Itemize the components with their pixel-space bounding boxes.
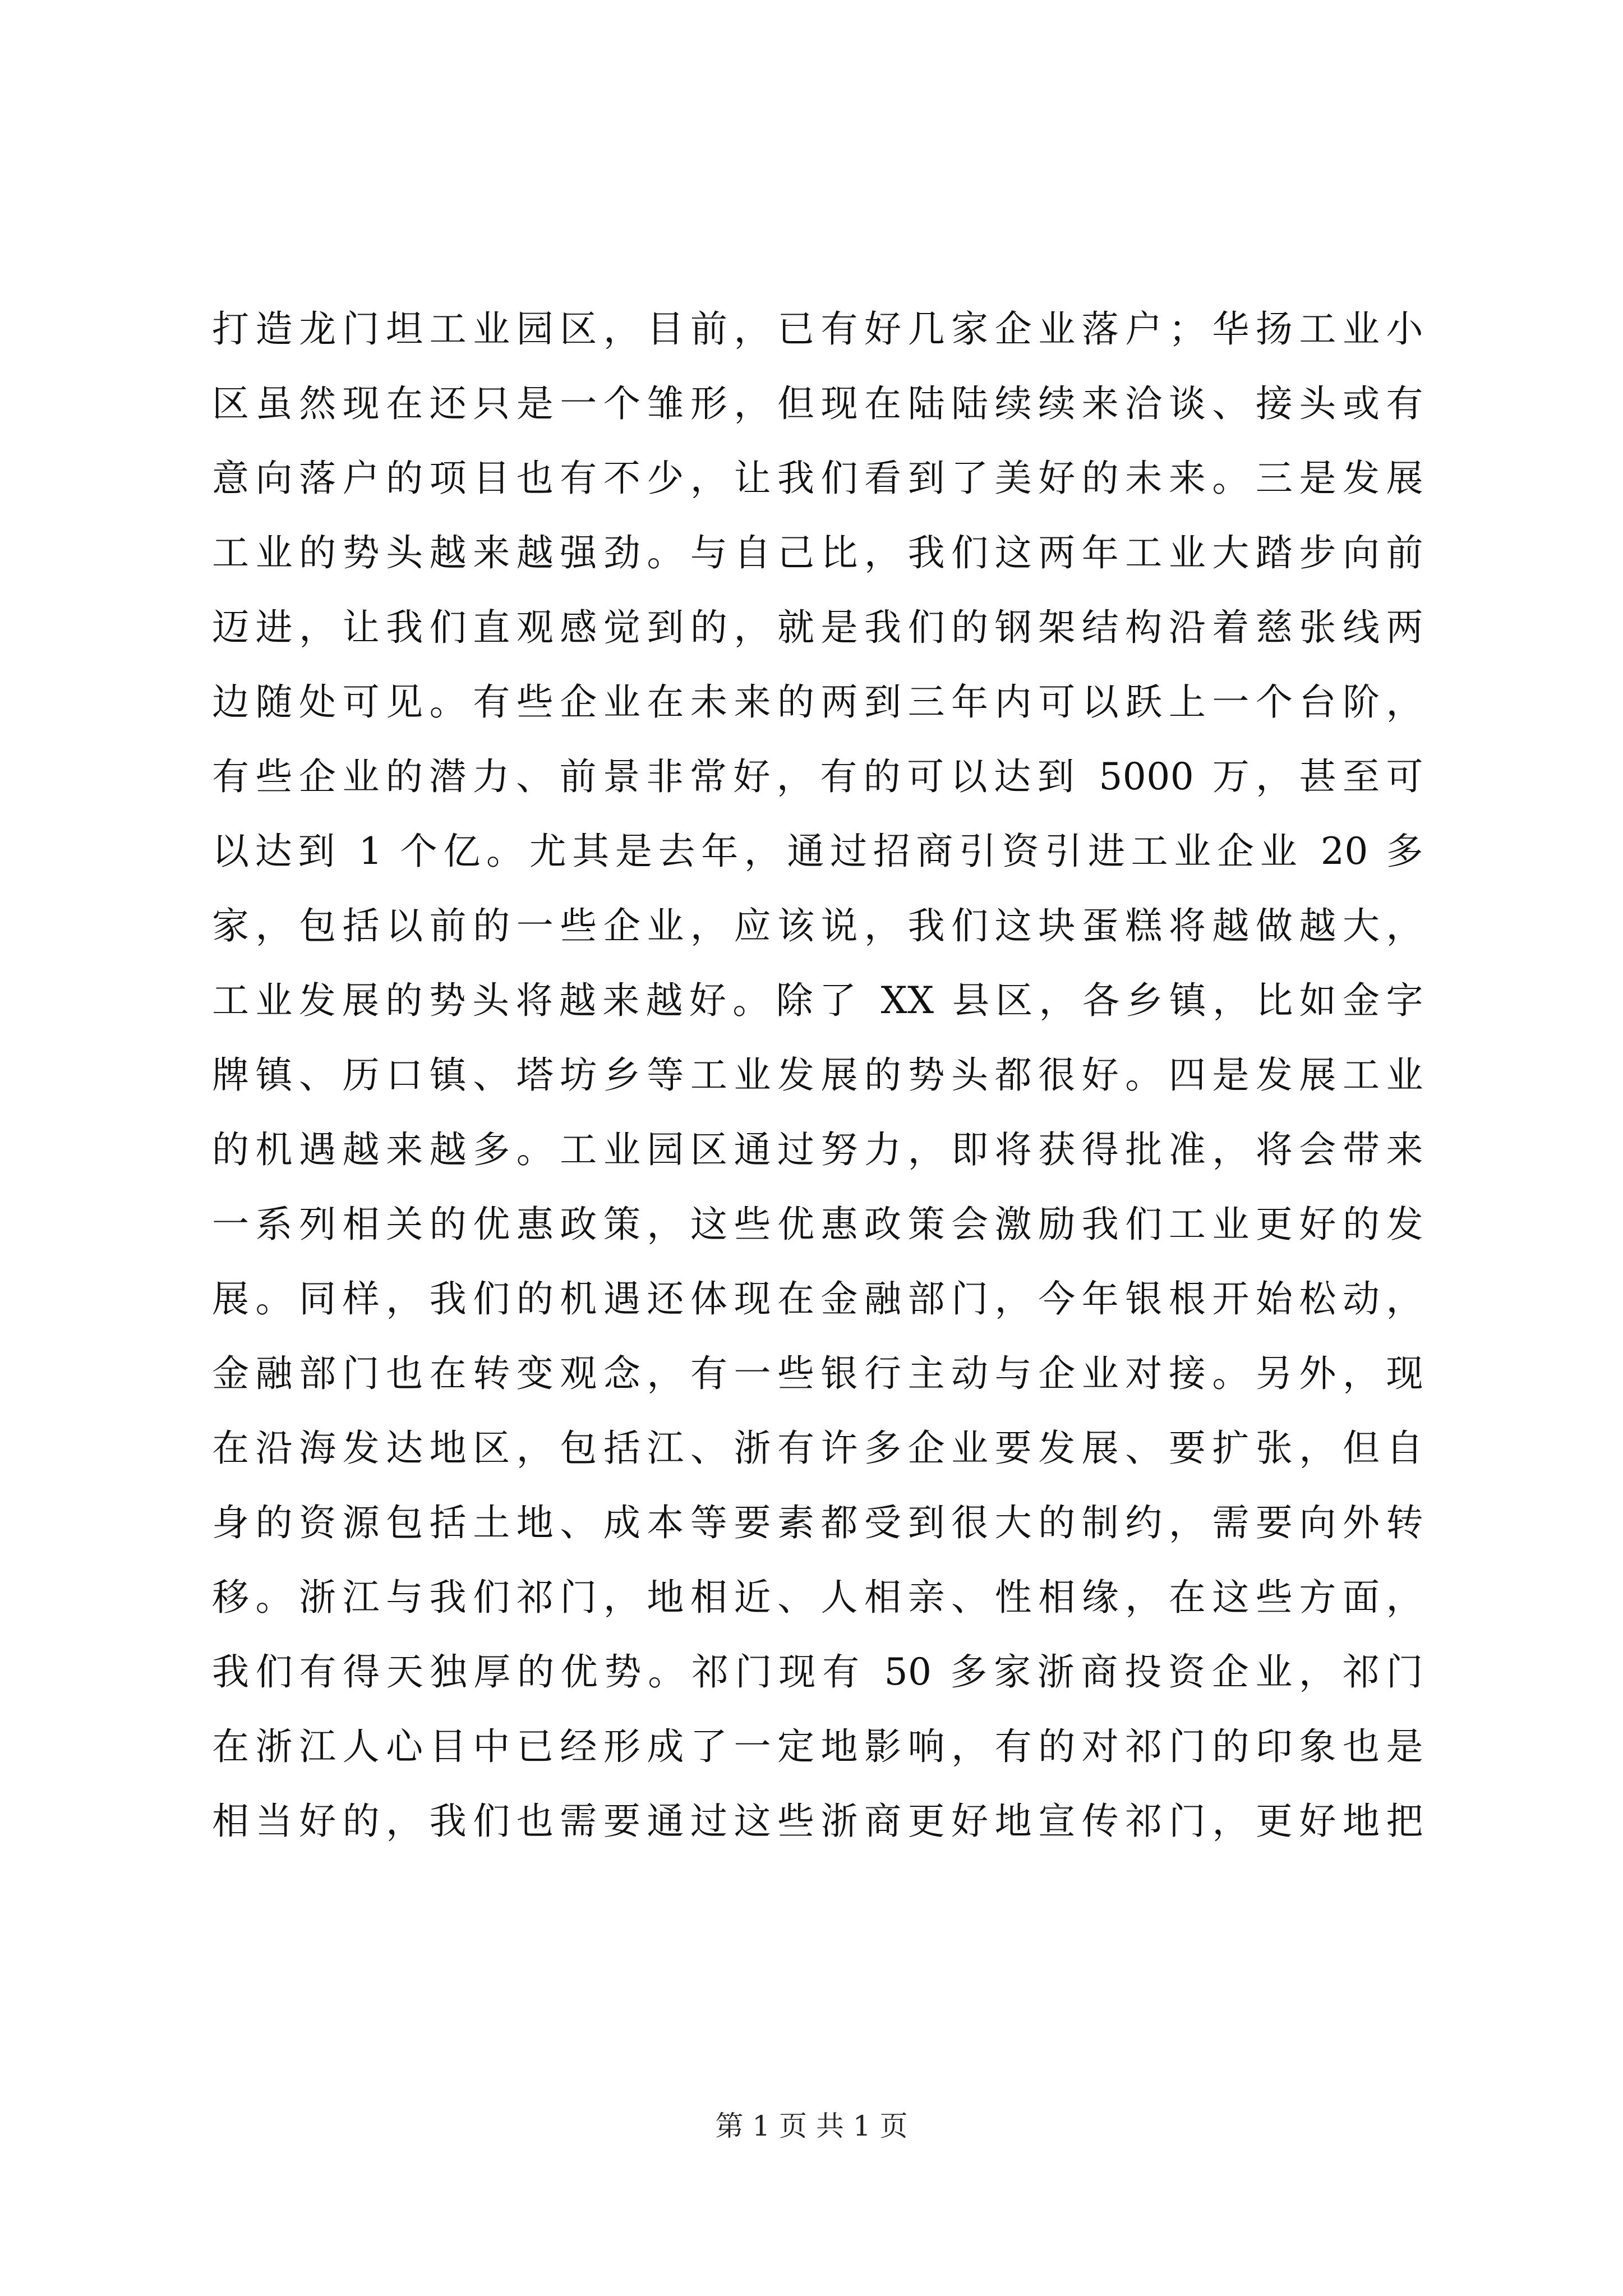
- text-line: 相当好的，我们也需要通过这些浙商更好地宣传祁门，更好地把: [212, 1800, 1423, 1843]
- text-line: 身的资源包括土地、成本等要素都受到很大的制约，需要向外转: [212, 1501, 1423, 1544]
- text-line: 我们有得天独厚的优势。祁门现有 50 多家浙商投资企业，祁门: [212, 1650, 1423, 1694]
- text-line: 移。浙江与我们祁门，地相近、人相亲、性相缘，在这些方面，: [212, 1576, 1423, 1619]
- text-line: 在沿海发达地区，包括江、浙有许多企业要发展、要扩张，但自: [212, 1427, 1423, 1470]
- text-line: 家，包括以前的一些企业，应该说，我们这块蛋糕将越做越大，: [212, 904, 1423, 947]
- body-text: [212, 292, 1423, 1858]
- text-line: 迈进，让我们直观感觉到的，就是我们的钢架结构沿着慈张线两: [212, 606, 1423, 649]
- text-line: 的机遇越来越多。工业园区通过努力，即将获得批准，将会带来: [212, 1128, 1423, 1171]
- page-number-footer: 第 1 页 共 1 页: [715, 2110, 908, 2142]
- text-line: 打造龙门坦工业园区，目前，已有好几家企业落户；华扬工业小: [212, 307, 1423, 351]
- text-line: 工业发展的势头将越来越好。除了 XX 县区，各乡镇，比如金字: [212, 979, 1423, 1022]
- text-line: 区虽然现在还只是一个雏形，但现在陆陆续续来洽谈、接头或有: [212, 382, 1423, 425]
- text-line: 展。同样，我们的机遇还体现在金融部门，今年银根开始松动，: [212, 1277, 1423, 1320]
- text-line: 以达到 1 个亿。尤其是去年，通过招商引资引进工业企业 20 多: [212, 830, 1423, 873]
- text-line: 金融部门也在转变观念，有一些银行主动与企业对接。另外，现: [212, 1352, 1423, 1395]
- text-line: 一系列相关的优惠政策，这些优惠政策会激励我们工业更好的发: [212, 1203, 1423, 1246]
- text-line: 边随处可见。有些企业在未来的两到三年内可以跃上一个台阶，: [212, 680, 1423, 724]
- text-line: 有些企业的潜力、前景非常好，有的可以达到 5000 万，甚至可: [212, 755, 1423, 798]
- text-line: 牌镇、历口镇、塔坊乡等工业发展的势头都很好。四是发展工业: [212, 1053, 1423, 1097]
- text-line: 工业的势头越来越强劲。与自己比，我们这两年工业大踏步向前: [212, 531, 1423, 574]
- text-line: 在浙江人心目中已经形成了一定地影响，有的对祁门的印象也是: [212, 1725, 1423, 1768]
- text-line: 意向落户的项目也有不少，让我们看到了美好的未来。三是发展: [212, 457, 1423, 500]
